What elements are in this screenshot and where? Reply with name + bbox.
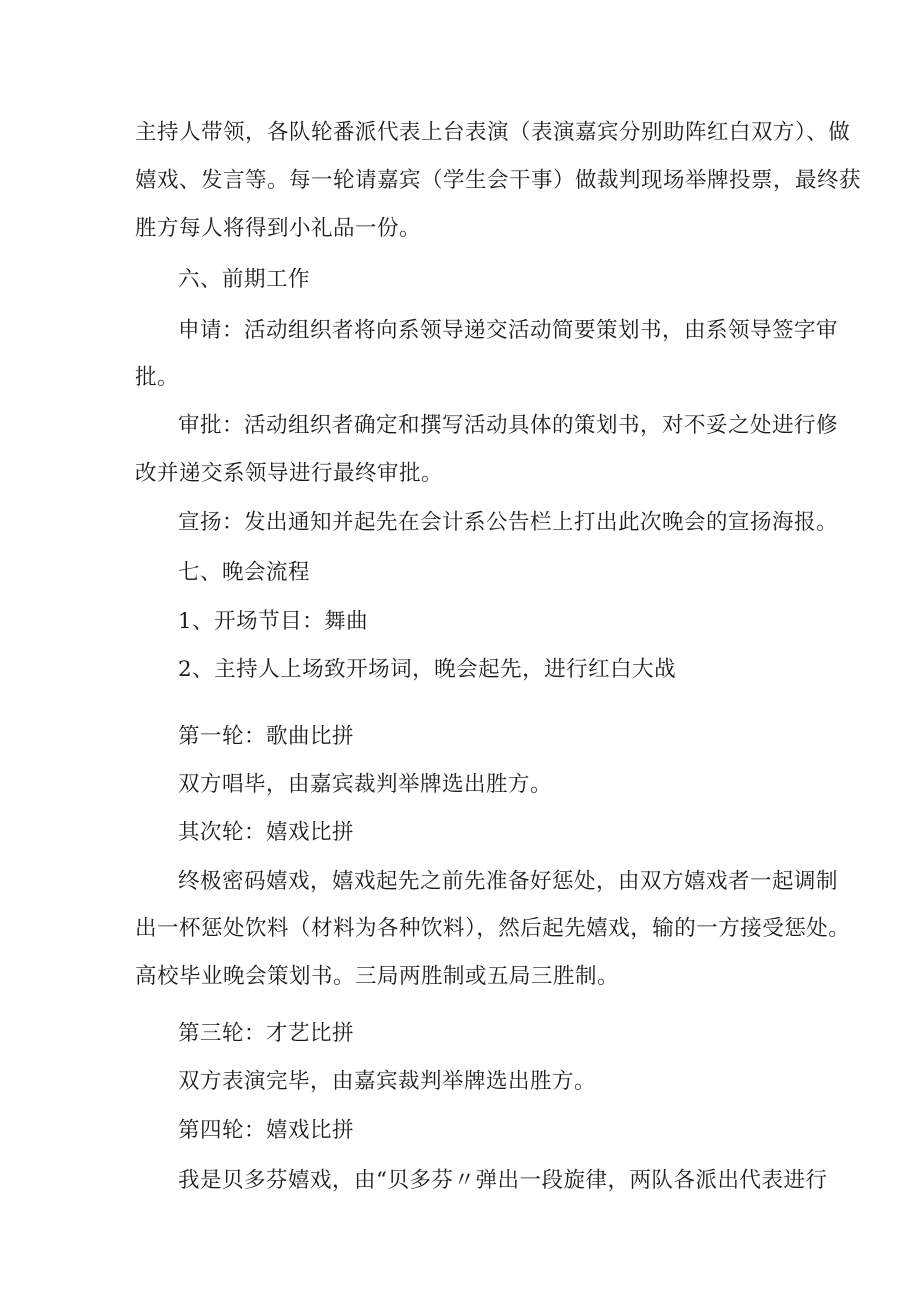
round-2-title: 其次轮：嬉戏比拼 [178, 820, 355, 845]
round-2-line-3: 高校毕业晚会策划书。三局两胜制或五局三胜制。 [135, 964, 620, 989]
round-2-line-1: 终极密码嬉戏，嬉戏起先之前先准备好惩处，由双方嬉戏者一起调制 [178, 869, 839, 894]
intro-line-2: 嬉戏、发言等。每一轮请嘉宾（学生会干事）做裁判现场举牌投票，最终获 [135, 168, 862, 193]
approve-line-1: 审批：活动组织者确定和撰写活动具体的策划书，对不妥之处进行修 [178, 413, 839, 438]
round-1-desc: 双方唱毕，由嘉宾裁判举牌选出胜方。 [178, 772, 553, 797]
round-2-line-2: 出一杯惩处饮料（材料为各种饮料），然后起先嬉戏，输的一方接受惩处。 [135, 916, 851, 941]
round-3-desc: 双方表演完毕，由嘉宾裁判举牌选出胜方。 [178, 1069, 597, 1094]
round-3-title: 第三轮：才艺比拼 [178, 1021, 355, 1046]
apply-line-1: 申请：活动组织者将向系领导递交活动简要策划书，由系领导签字审 [178, 318, 839, 343]
approve-line-2: 改并递交系领导进行最终审批。 [135, 461, 444, 486]
apply-line-2: 批。 [135, 365, 180, 390]
step-1: 1、开场节目：舞曲 [178, 609, 369, 634]
promote-line: 宣扬：发出通知并起先在会计系公告栏上打出此次晚会的宣扬海报。 [178, 510, 839, 535]
step-2: 2、主持人上场致开场词，晚会起先，进行红白大战 [178, 657, 677, 682]
section-seven-heading: 七、晚会流程 [178, 560, 311, 585]
section-six-heading: 六、前期工作 [178, 267, 311, 292]
intro-line-1: 主持人带领，各队轮番派代表上台表演（表演嘉宾分别助阵红白双方）、做 [135, 120, 851, 145]
round-4-title: 第四轮：嬉戏比拼 [178, 1118, 355, 1143]
round-4-desc: 我是贝多芬嬉戏，由“贝多芬〃弹出一段旋律，两队各派出代表进行 [178, 1168, 828, 1193]
round-1-title: 第一轮：歌曲比拼 [178, 724, 355, 749]
intro-line-3: 胜方每人将得到小礼品一份。 [135, 216, 422, 241]
